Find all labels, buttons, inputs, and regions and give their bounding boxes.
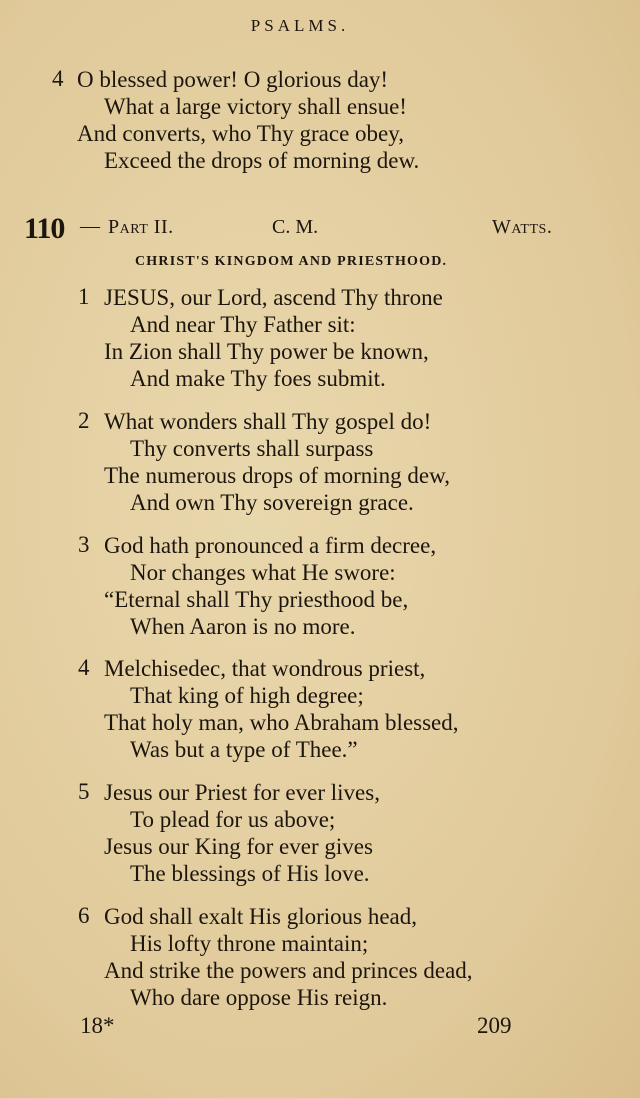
verse-line: The numerous drops of morning dew, (104, 463, 450, 488)
verse-line: Jesus our King for ever gives (104, 834, 373, 859)
verse-line: And near Thy Father sit: (130, 312, 356, 337)
stanza-number: 3 (78, 532, 90, 557)
verse-line: To plead for us above; (130, 807, 336, 832)
stanza-number: 4 (78, 655, 90, 680)
stanza-number: 6 (78, 903, 90, 928)
verse-line: That king of high degree; (130, 683, 364, 708)
verse-line: Jesus our Priest for ever lives, (104, 780, 380, 805)
stanza-number: 2 (78, 408, 90, 433)
verse-line: And make Thy foes submit. (130, 366, 386, 391)
hymn-meter: C. M. (272, 216, 319, 238)
verse-line: Melchisedec, that wondrous priest, (104, 656, 426, 681)
verse-line: God shall exalt His glorious head, (104, 904, 418, 929)
hymn-author: Watts. (492, 216, 553, 238)
stanza-number: 5 (78, 779, 90, 804)
hymn-dash: — (80, 215, 100, 237)
hymn-number: 110 (24, 212, 65, 245)
verse-line: That holy man, who Abraham blessed, (104, 710, 459, 735)
verse-line: When Aaron is no more. (130, 614, 356, 639)
verse-line: Who dare oppose His reign. (130, 985, 388, 1010)
hymn-part: Part II. (108, 216, 174, 238)
verse-line: The blessings of His love. (130, 861, 370, 886)
page-number: 209 (477, 1013, 512, 1038)
verse-line: What a large victory shall ensue! (104, 94, 407, 119)
verse-line: What wonders shall Thy gospel do! (104, 409, 432, 434)
verse-line: God hath pronounced a firm decree, (104, 533, 437, 558)
verse-line: And strike the powers and princes dead, (104, 958, 473, 983)
verse-line: “Eternal shall Thy priesthood be, (104, 587, 409, 612)
verse-line: Nor changes what He swore: (130, 560, 396, 585)
stanza-number: 1 (78, 284, 90, 309)
verse-line: And converts, who Thy grace obey, (77, 121, 405, 146)
verse-line: Was but a type of Thee.” (130, 737, 358, 762)
hymn-subtitle: CHRIST'S KINGDOM AND PRIESTHOOD. (135, 254, 448, 269)
verse-line: O blessed power! O glorious day! (77, 67, 389, 92)
running-head: PSALMS. (250, 16, 350, 35)
signature-mark: 18* (80, 1013, 115, 1038)
verse-line: Exceed the drops of morning dew. (104, 148, 420, 173)
stanza-number: 4 (52, 66, 64, 91)
verse-line: Thy converts shall surpass (130, 436, 374, 461)
verse-line: In Zion shall Thy power be known, (104, 339, 429, 364)
verse-line: And own Thy sovereign grace. (130, 490, 414, 515)
verse-line: JESUS, our Lord, ascend Thy throne (104, 285, 443, 310)
verse-line: His lofty throne maintain; (130, 931, 369, 956)
